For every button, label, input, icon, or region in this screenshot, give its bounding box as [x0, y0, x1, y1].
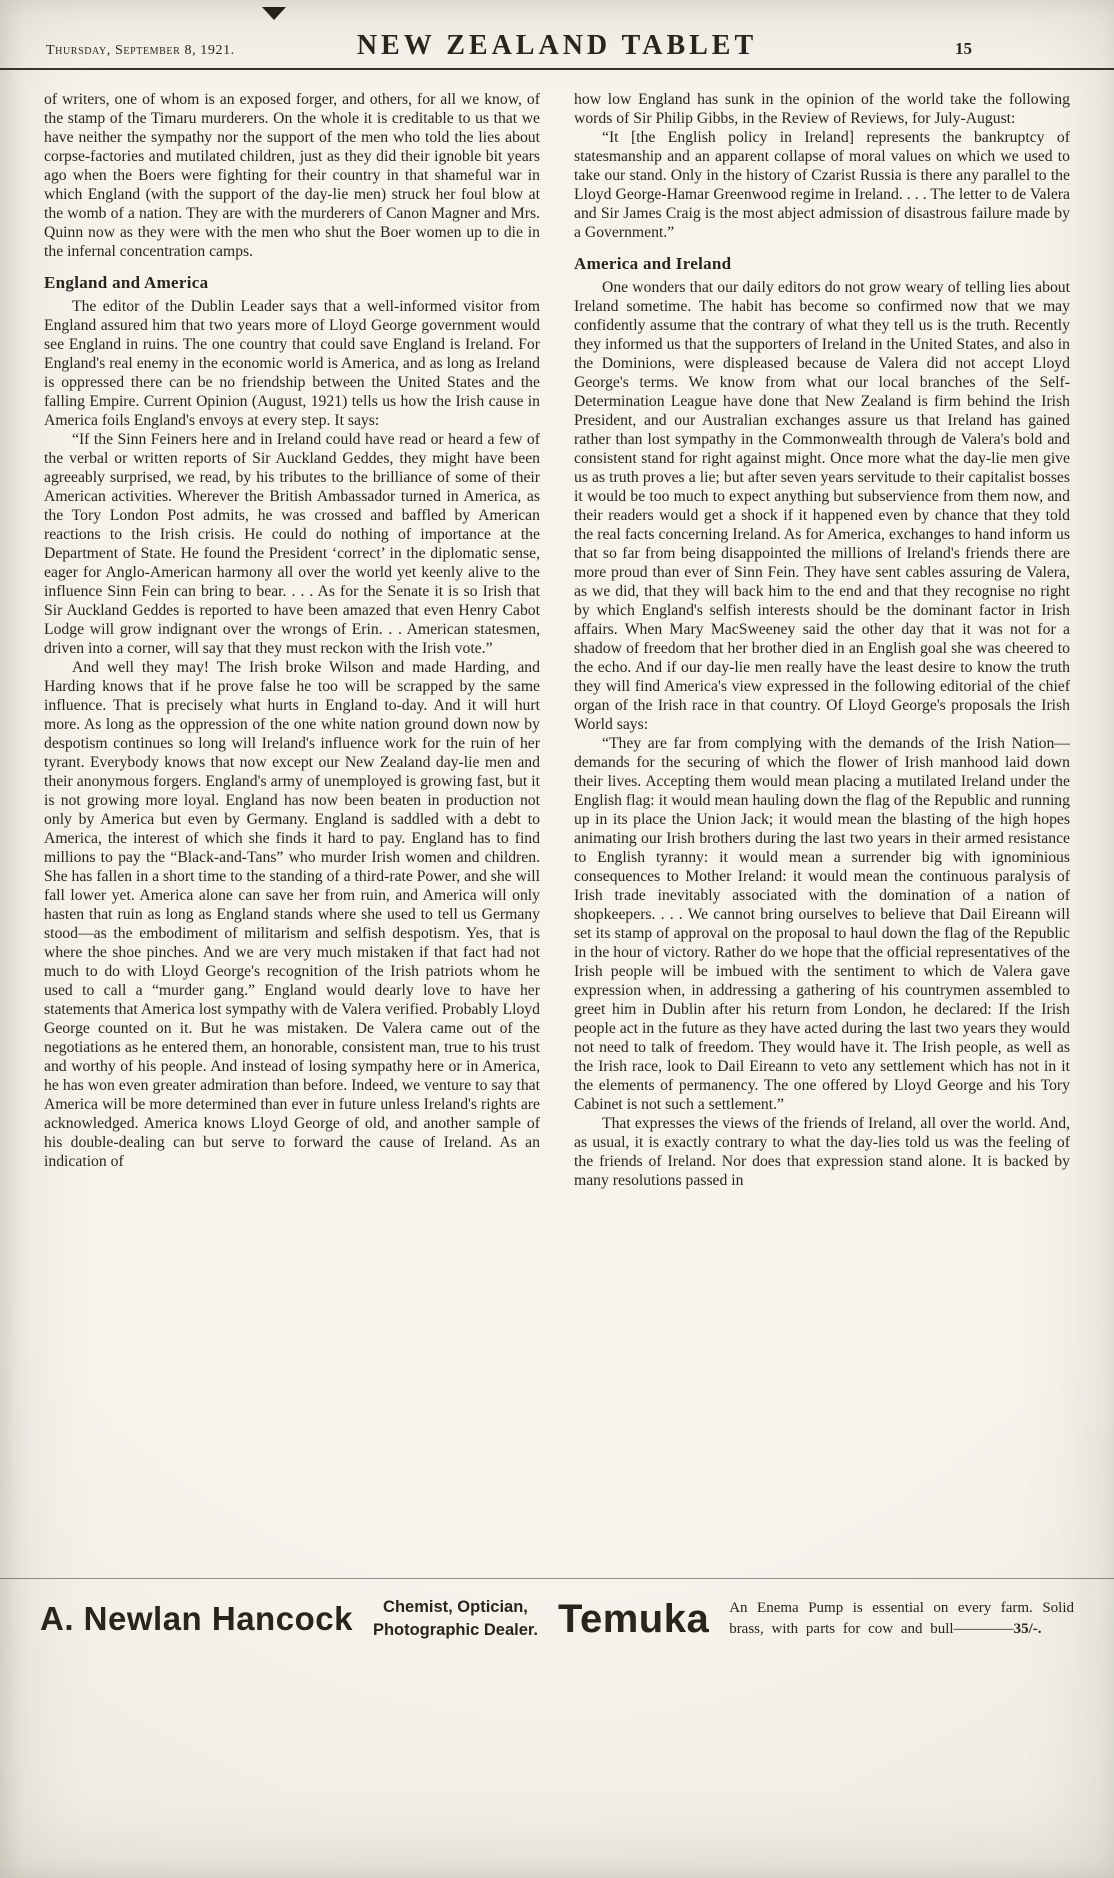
- article-body: [0, 70, 1114, 1190]
- article-paragraph: “They are far from complying with the demands of the Irish Nation—demands for the securing of which the flower of Irish manhood laid down their lives. Accepting them would mean placing a mutilated Ireland under the English flag: it would mean hauling down the flag of the Republic and running up in its place the Union Jack; it would mean the blasting of the high hopes animating our Irish brothers during the last two years in their armed resistance to English tyranny: it would mean a surrender big with ignominious consequences to Mother Ireland: it would mean the continuous paralysis of Irish trade inevitably associated with the domination of a nation of shopkeepers. . . . We cannot bring ourselves to believe that Dail Eireann will set its stamp of approval on the proposal to haul down the flag of the Republic in the hour of victory. Rather do we hope that the official representatives of the Irish people will be imbued with the sentiment to which de Valera gave expression when, in addressing a gathering of his countrymen assembled to greet him in Dublin after his return from London, he declared: If the Irish people act in the future as they have acted during the last two years they would not need to talk of freedom. They would have it. The Irish people, as well as the Irish race, look to Dail Eireann to veto any settlement which has not in it the elements of permanency. The one offered by Lloyd George and his Tory Cabinet is not such a settlement.”: [574, 735, 1070, 1113]
- article-paragraph: One wonders that our daily editors do not grow weary of telling lies about Ireland sometime. The habit has become so confirmed now that we may confidently assume that the contrary of what they tell us is the truth. Recently they informed us that the supporters of Ireland in the United States, and also in the Dominions, were displeased because de Valera did not accept Lloyd George's terms. We know from what our local branches of the Self-Determination League have done that New Zealand is firm behind the Irish President, and our Australian exchanges assure us that Ireland has gained rather than lost sympathy in the Commonwealth through de Valera's bold and consistent stand for right against might. Once more what the day-lie men give us as truth proves a lie; but after seven years servitude to their capitalist bosses it would be too much to expect anything but subservience from them now, and their readers would get a shock if it happened even by chance that they told the real facts concerning Ireland. As for America, exchanges to hand inform us that so far from being disappointed the millions of Ireland's friends there are more proud than ever of Sinn Fein. They have sent cables assuring de Valera, as we did, that they will back him to the end and that they recognise no right by which England's selfish interests should be the dominant factor in Irish affairs. When Mary MacSweeney said the other day that it was not for a shadow of freedom that her brother died in an English goal she was cheered to the echo. And if our day-lie men really have the least desire to know the truth they will find America's view expressed in the following editorial of the chief organ of the Irish race in that country. Of Lloyd George's proposals the Irish World says:: [574, 279, 1070, 733]
- article-paragraph: The editor of the Dublin Leader says that a well-informed visitor from England assured him that two years more of Lloyd George government would see England in ruins. The one country that could save England is Ireland. For England's real enemy in the economic world is America, and as long as Ireland is oppressed there can be no friendship between the United States and the falling Empire. Current Opinion (August, 1921) tells us how the Irish cause in America foils England's envoys at every step. It says:: [44, 298, 540, 429]
- advertiser-roles: [373, 1596, 538, 1642]
- ad-price: 35/-.: [1013, 1621, 1042, 1638]
- masthead-row: [46, 30, 1068, 62]
- advertiser-town: Temuka: [557, 1596, 710, 1641]
- right-column: [574, 90, 1070, 1190]
- ad-copy: [729, 1598, 1074, 1640]
- section-heading: America and Ireland: [574, 254, 732, 273]
- article-paragraph: That expresses the views of the friends of Ireland, all over the world. And, as usual, it is exactly contrary to what the day-lies told us was the feeling of the friends of Ireland. Nor does that expression stand alone. It is backed by many resolutions passed in: [574, 1115, 1070, 1189]
- advertiser-role-line1: Chemist, Optician,: [383, 1598, 528, 1616]
- issue-date: Thursday, September 8, 1921.: [46, 43, 235, 58]
- advertiser-role-line2: Photographic Dealer.: [372, 1621, 538, 1640]
- advertiser-name: A. Newlan Hancock: [40, 1600, 353, 1638]
- article-paragraph: And well they may! The Irish broke Wilson and made Harding, and Harding knows that if he prove false he too will be scrapped by the same influence. That is precisely what hurts in England to-day. And it will hurt more. As long as the oppression of the one white nation ground down now by despotism continues so long will Ireland's influence work for the ruin of her tyrant. Everybody knows that now except our New Zealand day-lie men and their anonymous forgers. England's army of unemployed is growing fast, but it is not growing more loyal. England has now been beaten in production not only by America but even by Germany. England is saddled with a debt to America, the interest of which she finds it hard to pay. England has to find millions to pay the “Black-and-Tans” who murder Irish women and children. She has fallen in a short time to the standing of a third-rate Power, and she will fall lower yet. America alone can save her from ruin, and America will only hasten that ruin as long as England stands where she used to tell us Germany stood—as the embodiment of militarism and selfish despotism. Yes, that is where the shoe pinches. And we are very much mistaken if that fact had not much to do with Lloyd George's recognition of the Irish patriots whom he used to call a “murder gang.” England would dearly love to have her statements that America lost sympathy with de Valera verified. Probably Lloyd George counted on it. But he was mistaken. De Valera came out of the negotiations as he entered them, an honorable, consistent man, true to his trust and worthy of his people. And instead of losing sympathy here or in America, he has won even greater admiration than before. Indeed, we venture to say that America will be more determined than ever in future unless Ireland's rights are acknowledged. America knows Lloyd George of old, and another sample of his double-dealing can but serve to forward the cause of Ireland. As an indication of: [44, 659, 540, 1170]
- section-heading: England and America: [44, 273, 209, 292]
- article-paragraph: of writers, one of whom is an exposed forger, and others, for all we know, of the stamp of the Timaru murderers. On the whole it is creditable to us that we have neither the sympathy nor the support of the men who told the lies about corpse-factories and mutilated children, just as they did their ignoble bit years ago when the Boers were fighting for their country in that shameful war in which England (with the support of the day-lie men) struck her foul blow at the womb of a nation. They are with the murderers of Canon Magner and Mrs. Quinn now as they were with the men who shut the Boer women up to die in the infernal concentration camps.: [44, 91, 540, 260]
- article-paragraph: “It [the English policy in Ireland] represents the bankruptcy of statesmanship and an apparent collapse of moral values on which we used to take our stand. Only in the history of Czarist Russia is there any parallel to the Lloyd George-Hamar Greenwood regime in Ireland. . . . The letter to de Valera and Sir James Craig is the most abject admission of disastrous failure made by a Government.”: [574, 129, 1070, 241]
- newspaper-title: NEW ZEALAND TABLET: [356, 30, 758, 61]
- article-paragraph: how low England has sunk in the opinion of the world take the following words of Sir Philip Gibbs, in the Review of Reviews, for July-August:: [574, 91, 1070, 127]
- footer-divider: [0, 1578, 1114, 1579]
- left-column: [44, 90, 540, 1190]
- masthead-ornament-icon: [262, 7, 286, 20]
- masthead: [0, 0, 1114, 70]
- page-number: 15: [955, 39, 972, 58]
- ad-price-dashes: ————: [953, 1621, 1014, 1638]
- advertisement: [40, 1596, 1074, 1642]
- ad-copy-text: An Enema Pump is essential on every farm. Solid brass, with parts for cow and bull: [729, 1600, 1074, 1638]
- article-paragraph: “If the Sinn Feiners here and in Ireland could have read or heard a few of the verbal or written reports of Sir Auckland Geddes, they might have been agreeably surprised, we read, by his tributes to the brilliance of some of their American activities. Wherever the British Ambassador turned in America, as the Tory London Post admits, he was crossed and baffled by American reactions to the Irish crisis. He could do nothing of importance at the Department of State. He found the President ‘correct’ in the diplomatic sense, eager for Anglo-American harmony all over the world yet keenly alive to the influence Sinn Fein can bring to bear. . . . As for the Senate it is so Irish that Sir Auckland Geddes is reported to have been amazed that even Henry Cabot Lodge will grow indignant over the wrongs of Erin. . . American statesmen, driven into a corner, will say that they must reckon with the Irish vote.”: [44, 431, 540, 657]
